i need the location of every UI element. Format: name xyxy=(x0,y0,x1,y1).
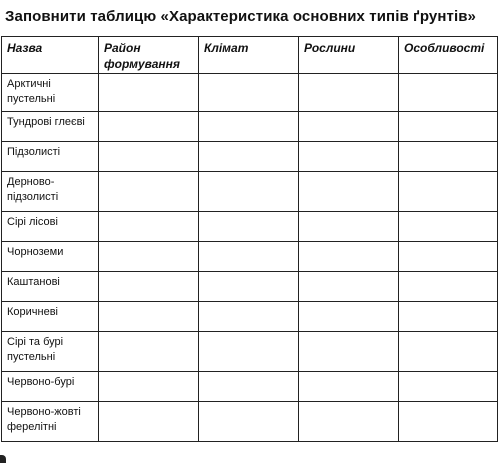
soil-name-cell: Каштанові xyxy=(2,272,99,302)
features-cell[interactable] xyxy=(399,402,498,442)
features-cell[interactable] xyxy=(399,74,498,112)
table-row xyxy=(2,242,498,272)
plants-cell[interactable] xyxy=(299,272,399,302)
region-cell[interactable] xyxy=(99,172,199,212)
climate-cell[interactable] xyxy=(199,212,299,242)
table-row xyxy=(2,142,498,172)
soil-name-cell: Червоно-жовті ферелітні xyxy=(2,402,99,442)
region-cell[interactable] xyxy=(99,212,199,242)
features-cell[interactable] xyxy=(399,212,498,242)
soil-name-cell: Чорноземи xyxy=(2,242,99,272)
climate-cell[interactable] xyxy=(199,272,299,302)
region-cell[interactable] xyxy=(99,242,199,272)
plants-cell[interactable] xyxy=(299,242,399,272)
table-row xyxy=(2,372,498,402)
features-cell[interactable] xyxy=(399,172,498,212)
plants-cell[interactable] xyxy=(299,372,399,402)
soil-name-cell: Коричневі xyxy=(2,302,99,332)
climate-cell[interactable] xyxy=(199,172,299,212)
region-cell[interactable] xyxy=(99,302,199,332)
region-cell[interactable] xyxy=(99,112,199,142)
plants-cell[interactable] xyxy=(299,212,399,242)
column-header-name: Назва xyxy=(2,37,99,74)
column-header-features: Особливості xyxy=(399,37,498,74)
region-cell[interactable] xyxy=(99,272,199,302)
climate-cell[interactable] xyxy=(199,112,299,142)
column-header-plants: Рослини xyxy=(299,37,399,74)
table-row xyxy=(2,402,498,442)
table-row xyxy=(2,212,498,242)
plants-cell[interactable] xyxy=(299,112,399,142)
plants-cell[interactable] xyxy=(299,142,399,172)
plants-cell[interactable] xyxy=(299,172,399,212)
soil-name-cell: Тундрові глеєві xyxy=(2,112,99,142)
region-cell[interactable] xyxy=(99,74,199,112)
soil-name-cell: Арктичні пустельні xyxy=(2,74,99,112)
plants-cell[interactable] xyxy=(299,402,399,442)
soil-name-cell: Дерново-підзолисті xyxy=(2,172,99,212)
soil-types-table xyxy=(1,36,498,442)
climate-cell[interactable] xyxy=(199,242,299,272)
climate-cell[interactable] xyxy=(199,74,299,112)
soil-name-cell: Підзолисті xyxy=(2,142,99,172)
region-cell[interactable] xyxy=(99,332,199,372)
region-cell[interactable] xyxy=(99,142,199,172)
features-cell[interactable] xyxy=(399,272,498,302)
column-header-region: Район формування xyxy=(99,37,199,74)
region-cell[interactable] xyxy=(99,372,199,402)
table-row xyxy=(2,112,498,142)
table-row xyxy=(2,332,498,372)
climate-cell[interactable] xyxy=(199,142,299,172)
climate-cell[interactable] xyxy=(199,372,299,402)
table-header-row xyxy=(2,37,498,74)
plants-cell[interactable] xyxy=(299,302,399,332)
features-cell[interactable] xyxy=(399,332,498,372)
climate-cell[interactable] xyxy=(199,302,299,332)
table-row xyxy=(2,302,498,332)
features-cell[interactable] xyxy=(399,242,498,272)
features-cell[interactable] xyxy=(399,142,498,172)
plants-cell[interactable] xyxy=(299,332,399,372)
soil-name-cell: Сірі лісові xyxy=(2,212,99,242)
page-title: Заповнити таблицю «Характеристика основних типів ґрунтів» xyxy=(5,8,476,25)
table-row xyxy=(2,172,498,212)
plants-cell[interactable] xyxy=(299,74,399,112)
soil-name-cell: Червоно-бурі xyxy=(2,372,99,402)
corner-mark xyxy=(0,455,6,463)
climate-cell[interactable] xyxy=(199,332,299,372)
features-cell[interactable] xyxy=(399,372,498,402)
table-row xyxy=(2,272,498,302)
column-header-climate: Клімат xyxy=(199,37,299,74)
features-cell[interactable] xyxy=(399,112,498,142)
table-row xyxy=(2,74,498,112)
region-cell[interactable] xyxy=(99,402,199,442)
features-cell[interactable] xyxy=(399,302,498,332)
soil-name-cell: Сірі та бурі пустельні xyxy=(2,332,99,372)
climate-cell[interactable] xyxy=(199,402,299,442)
